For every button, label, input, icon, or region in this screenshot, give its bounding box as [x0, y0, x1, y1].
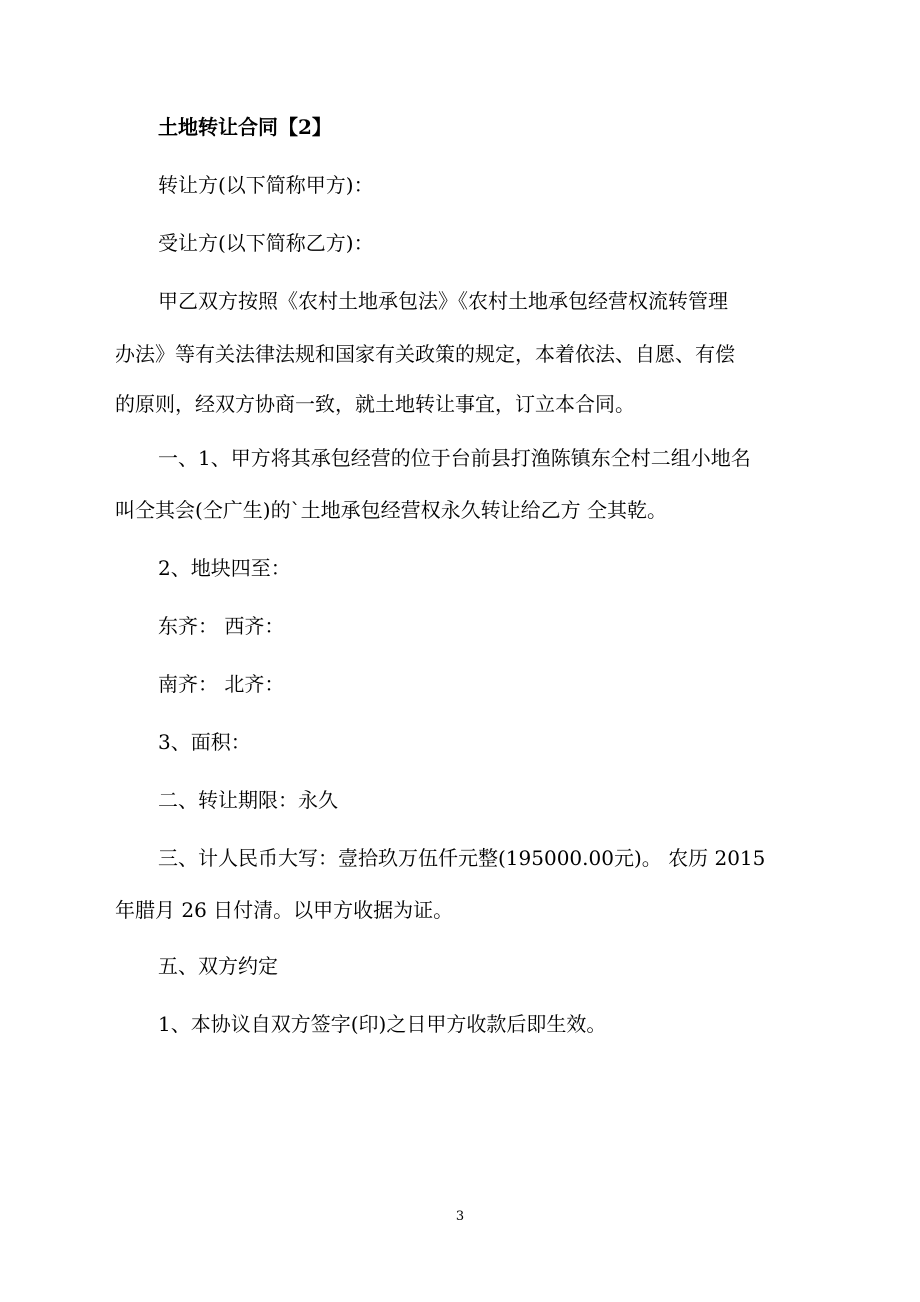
clause1-line-2: 叫仝其会(仝广生)的`土地承包经营权永久转让给乙方 仝其乾。: [115, 498, 667, 522]
document-title: 土地转让合同【2】: [158, 115, 332, 139]
preamble-line-1: 甲乙双方按照《农村土地承包法》《农村土地承包经营权流转管理: [158, 289, 728, 313]
transferor-line: 转让方(以下简称甲方)：: [158, 173, 374, 197]
boundaries-east-west: 东齐： 西齐：: [158, 614, 285, 638]
agreement-item-1: 1、本协议自双方签字(印)之日甲方收款后即生效。: [158, 1012, 607, 1036]
area-label: 3、面积：: [158, 730, 251, 754]
transferee-line: 受让方(以下简称乙方)：: [158, 231, 374, 255]
page-number: 3: [455, 1209, 465, 1224]
preamble-line-2: 办法》等有关法律法规和国家有关政策的规定，本着依法、自愿、有偿: [115, 342, 735, 366]
preamble-line-3: 的原则，经双方协商一致，就土地转让事宜，订立本合同。: [115, 392, 635, 416]
term-line: 二、转让期限：永久: [158, 788, 338, 812]
payment-line-2: 年腊月 26 日付清。以甲方收据为证。: [115, 898, 454, 922]
agreement-heading: 五、双方约定: [158, 954, 278, 978]
clause1-line-1: 一、1、甲方将其承包经营的位于台前县打渔陈镇东仝村二组小地名: [158, 446, 751, 470]
boundaries-south-north: 南齐： 北齐：: [158, 672, 285, 696]
boundaries-label: 2、地块四至：: [158, 556, 291, 580]
payment-line-1: 三、计人民币大写：壹拾玖万伍仟元整(195000.00元)。 农历 2015: [158, 846, 766, 870]
